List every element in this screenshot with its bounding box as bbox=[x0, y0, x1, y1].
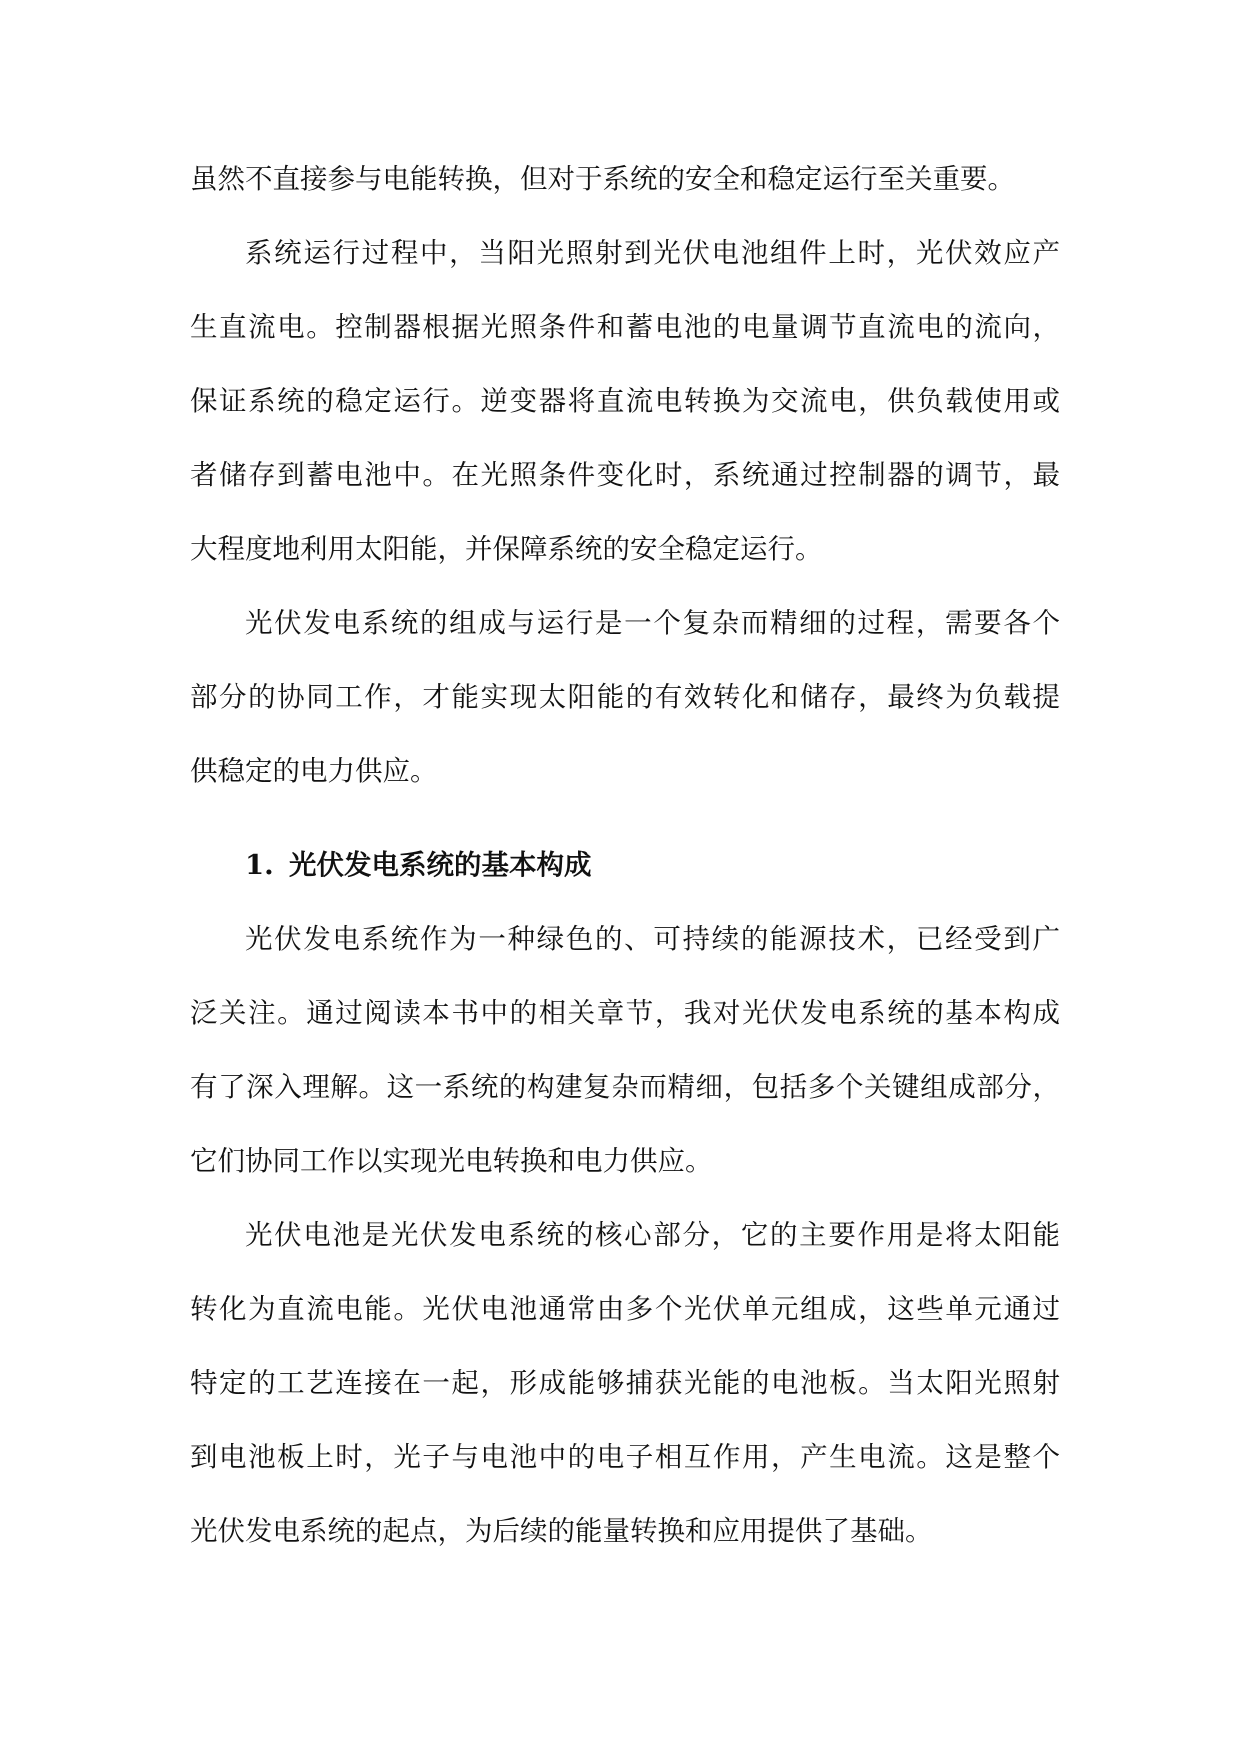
text-line: 泛关注。通过阅读本书中的相关章节，我对光伏发电系统的基本构成 bbox=[190, 997, 1060, 1029]
paragraph-system-summary bbox=[190, 586, 1060, 808]
paragraph-system-operation bbox=[190, 216, 1060, 586]
document-body bbox=[190, 142, 1060, 1568]
section-number: 1. bbox=[245, 849, 274, 881]
text-line: 大程度地利用太阳能，并保障系统的安全稳定运行。 bbox=[190, 533, 823, 565]
text-line: 它们协同工作以实现光电转换和电力供应。 bbox=[190, 1145, 713, 1177]
section-title: 光伏发电系统的基本构成 bbox=[289, 849, 592, 881]
paragraph-pv-cell bbox=[190, 1198, 1060, 1568]
text-line: 转化为直流电能。光伏电池通常由多个光伏单元组成，这些单元通过 bbox=[190, 1293, 1060, 1325]
text-line: 光伏电池是光伏发电系统的核心部分，它的主要作用是将太阳能 bbox=[245, 1219, 1060, 1251]
text-line: 保证系统的稳定运行。逆变器将直流电转换为交流电，供负载使用或 bbox=[190, 385, 1060, 417]
text-line: 系统运行过程中，当阳光照射到光伏电池组件上时，光伏效应产 bbox=[245, 237, 1060, 269]
text-line: 特定的工艺连接在一起，形成能够捕获光能的电池板。当太阳光照射 bbox=[190, 1367, 1060, 1399]
text-line: 有了深入理解。这一系统的构建复杂而精细，包括多个关键组成部分， bbox=[190, 1071, 1060, 1103]
paragraph-intro bbox=[190, 902, 1060, 1198]
text-line: 虽然不直接参与电能转换，但对于系统的安全和稳定运行至关重要。 bbox=[190, 163, 1015, 195]
text-line: 光伏发电系统的起点，为后续的能量转换和应用提供了基础。 bbox=[190, 1515, 933, 1547]
section-heading bbox=[190, 828, 1060, 902]
text-line: 者储存到蓄电池中。在光照条件变化时，系统通过控制器的调节，最 bbox=[190, 459, 1060, 491]
text-line: 光伏发电系统作为一种绿色的、可持续的能源技术，已经受到广 bbox=[245, 923, 1060, 955]
text-line: 到电池板上时，光子与电池中的电子相互作用，产生电流。这是整个 bbox=[190, 1441, 1060, 1473]
text-line: 生直流电。控制器根据光照条件和蓄电池的电量调节直流电的流向， bbox=[190, 311, 1060, 343]
text-line: 光伏发电系统的组成与运行是一个复杂而精细的过程，需要各个 bbox=[245, 607, 1060, 639]
paragraph-continuation bbox=[190, 142, 1060, 216]
text-line: 供稳定的电力供应。 bbox=[190, 755, 438, 787]
text-line: 部分的协同工作，才能实现太阳能的有效转化和储存，最终为负载提 bbox=[190, 681, 1060, 713]
